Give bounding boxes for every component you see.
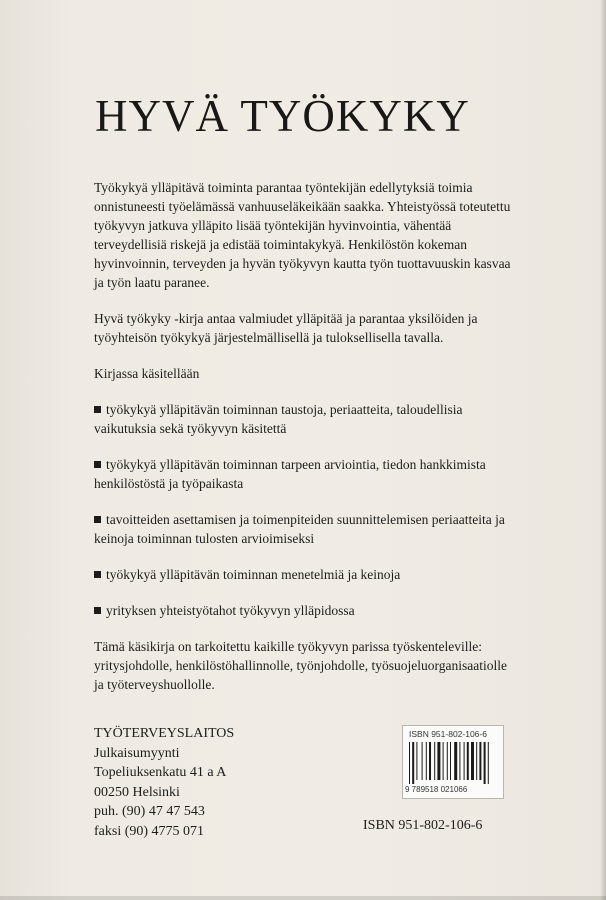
publisher-name: TYÖTERVEYSLAITOS <box>94 726 235 741</box>
square-bullet-icon <box>94 571 101 578</box>
blurb-topics-heading: Kirjassa käsitellään <box>94 366 200 381</box>
publisher-city: 00250 Helsinki <box>94 784 180 800</box>
list-item: työkykyä ylläpitävän toiminnan taustoja, periaatteita, taloudellisia vaikutuksia sekä työkyvyn käsitettä <box>94 402 463 436</box>
barcode-label <box>402 725 504 799</box>
publisher-address <box>94 724 234 841</box>
barcode-digits: 9 789518 021066 <box>405 785 468 794</box>
blurb-closing: Tämä käsikirja on tarkoitettu kaikille työkyvyn parissa työskenteleville: yritysjohdolle, henkilöstöhallinnolle, työnjohdolle, työsuojeluorganisaatiolle ja työterveyshuollolle. <box>94 639 507 692</box>
list-item: työkykyä ylläpitävän toiminnan menetelmiä ja keinoja <box>94 565 514 584</box>
book-title: HYVÄ TYÖKYKY <box>95 91 470 141</box>
publisher-phone: puh. (90) 47 47 543 <box>94 804 205 819</box>
publisher-dept: Julkaisumyynti <box>94 745 180 761</box>
page-bottom-edge <box>0 896 606 900</box>
barcode-isbn-text: ISBN 951-802-106-6 <box>409 729 487 739</box>
blurb-paragraph-2: Hyvä työkyky -kirja antaa valmiudet ylläpitää ja parantaa yksilöiden ja työyhteisön työkykyä järjestelmällisellä ja tuloksellisella tavalla. <box>94 311 478 345</box>
list-item: yrityksen yhteistyötahot työkyvyn ylläpidossa <box>94 601 514 620</box>
list-item: tavoitteiden asettamisen ja toimenpiteiden suunnittelemisen periaatteita ja keinoja toiminnan tulosten arvioimiseksi <box>94 512 505 546</box>
publisher-street: Topeliuksenkatu 41 a A <box>94 765 227 780</box>
square-bullet-icon <box>94 607 101 614</box>
blurb-paragraph-1: Työkykyä ylläpitävä toiminta parantaa työntekijän edellytyksiä toimia onnistuneesti työelämässä vanhuuseläkeikään saakka. Yhteistyössä toteutettu työkyvyn jatkuva ylläpito lisää työntekijän hyvinvointia, vähentää terveydellisiä riskejä ja edistää toimintakykyä. Henkilöstön kokeman hyvinvoinnin, terveyden ja hyvän työkyvyn kautta työn tuottavuuskin kasvaa ja työn laatu paranee. <box>94 180 511 290</box>
publisher-fax: faksi (90) 4775 071 <box>94 823 205 839</box>
page-edge-shadow <box>600 0 606 900</box>
square-bullet-icon <box>94 406 101 413</box>
square-bullet-icon <box>94 516 101 523</box>
isbn-number: ISBN 951-802-106-6 <box>363 818 483 833</box>
square-bullet-icon <box>94 461 101 468</box>
blurb <box>94 178 514 711</box>
list-item: työkykyä ylläpitävän toiminnan tarpeen arviointia, tiedon hankkimista henkilöstöstä ja työpaikasta <box>94 457 486 491</box>
barcode-icon <box>409 742 499 784</box>
topics-list <box>94 400 514 620</box>
